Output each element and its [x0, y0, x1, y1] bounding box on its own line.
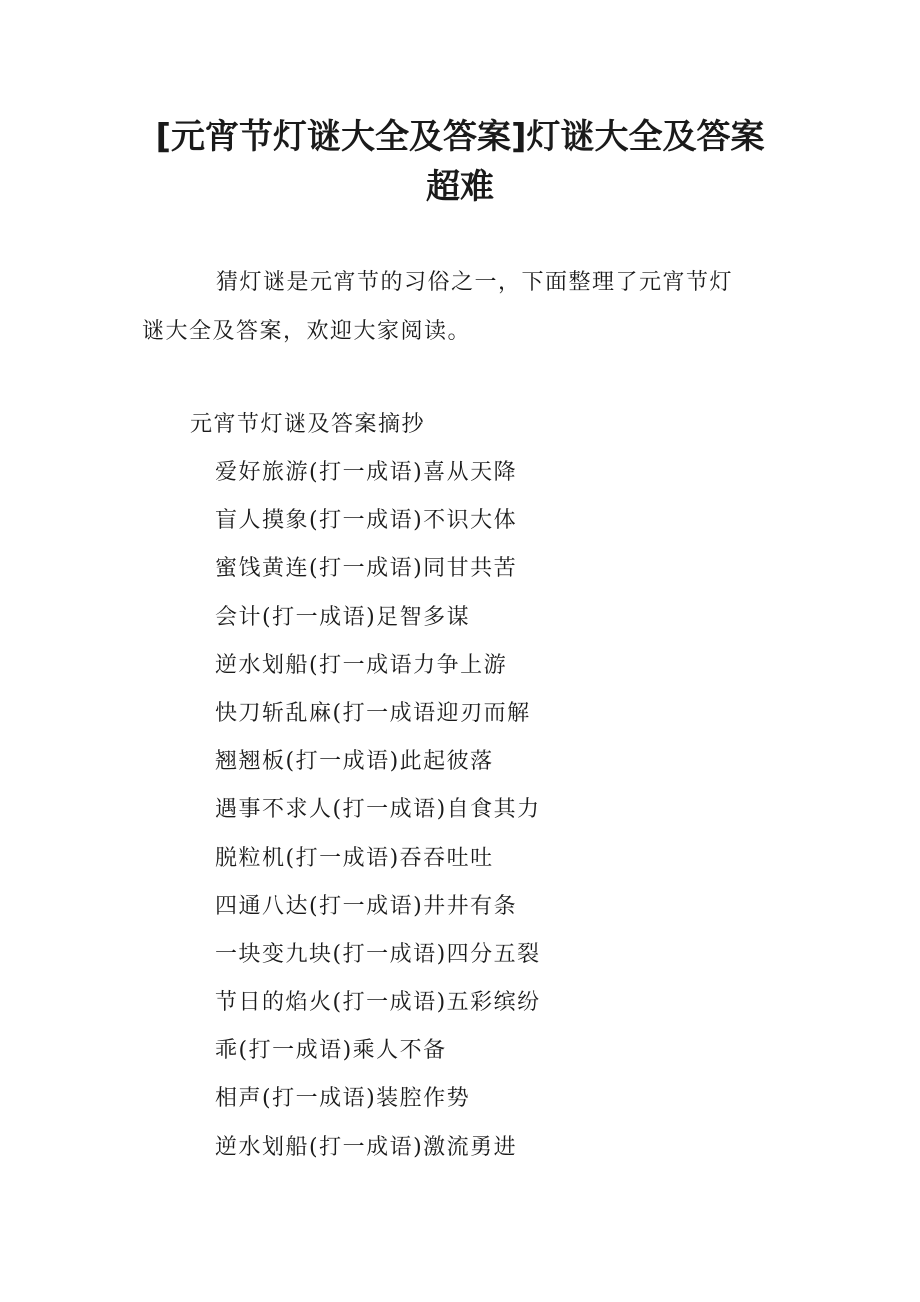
riddle-item: 会计(打一成语)足智多谋: [215, 604, 471, 630]
riddle-item: 逆水划船(打一成语力争上游: [215, 652, 508, 678]
intro-line-2: 谜大全及答案，欢迎大家阅读。: [142, 319, 472, 344]
riddle-item: 遇事不求人(打一成语)自食其力: [215, 797, 541, 823]
riddle-item: 逆水划船(打一成语)激流勇进: [215, 1134, 518, 1160]
riddle-item: 脱粒机(打一成语)吞吞吐吐: [215, 845, 494, 871]
riddle-item: 盲人摸象(打一成语)不识大体: [215, 508, 518, 534]
riddle-item: 相声(打一成语)装腔作势: [215, 1086, 471, 1112]
riddle-item: 翘翘板(打一成语)此起彼落: [215, 749, 494, 775]
riddle-item: 四通八达(打一成语)井井有条: [215, 893, 518, 919]
riddle-item: 一块变九块(打一成语)四分五裂: [215, 941, 541, 967]
riddle-item: 爱好旅游(打一成语)喜从天降: [215, 460, 518, 485]
riddle-list: [215, 449, 541, 1172]
section-heading: 元宵节灯谜及答案摘抄: [190, 412, 426, 437]
intro-line-1: 猜灯谜是元宵节的习俗之一，下面整理了元宵节灯: [216, 270, 734, 295]
riddle-item: 蜜饯黄连(打一成语)同甘共苦: [215, 556, 518, 582]
riddle-item: 乖(打一成语)乘人不备: [215, 1038, 447, 1064]
page-title: [0, 112, 920, 212]
intro-paragraph: [142, 258, 772, 356]
page-title-line-2: 超难: [426, 167, 494, 207]
riddle-item: 快刀斩乱麻(打一成语迎刃而解: [215, 700, 531, 726]
riddle-item: 节日的焰火(打一成语)五彩缤纷: [215, 990, 541, 1016]
page-title-line-1: [元宵节灯谜大全及答案]灯谜大全及答案: [155, 117, 765, 157]
